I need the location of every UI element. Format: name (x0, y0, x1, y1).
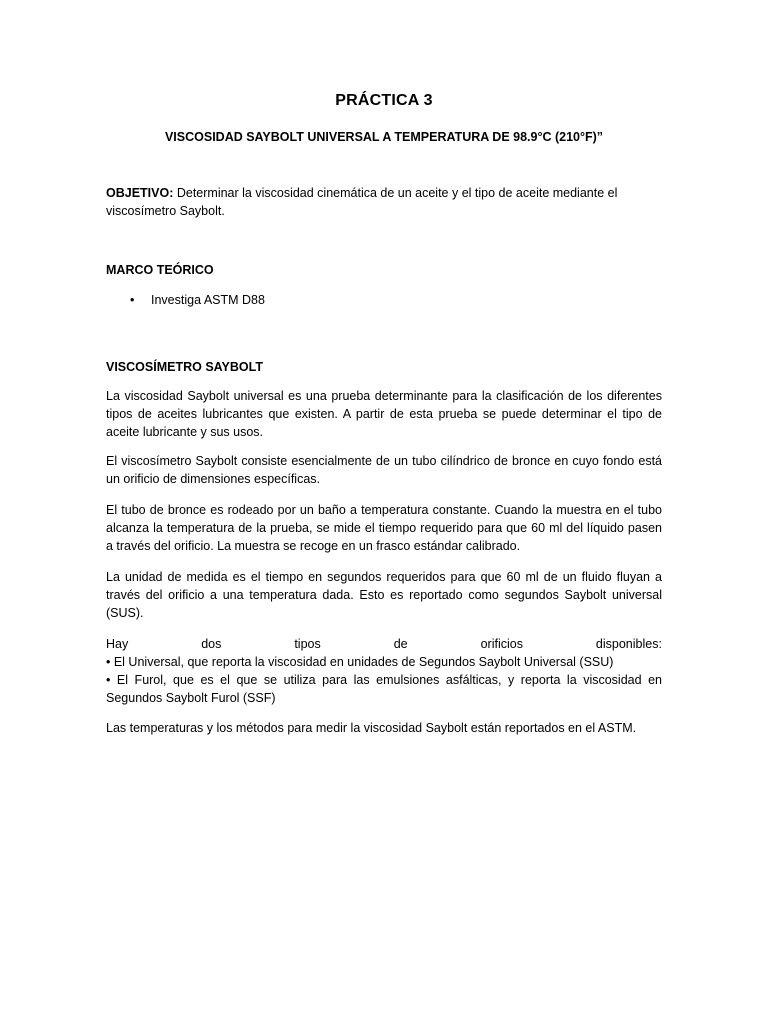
objective-label: OBJETIVO: (106, 186, 174, 200)
closing-paragraph: Las temperaturas y los métodos para medir la viscosidad Saybolt están reportados en el ASTM. (106, 721, 637, 735)
objective-text: Determinar la viscosidad cinemática de un aceite y el tipo de aceite mediante el viscosímetro Saybolt. (106, 186, 618, 218)
paragraph: La unidad de medida es el tiempo en segundos requeridos para que 60 ml de un fluido fluyan a través del orificio a una temperatura dada. Esto es reportado como segundos Saybolt universal (SUS). (106, 570, 662, 620)
viscosimetro-heading: VISCOSÍMETRO SAYBOLT (106, 360, 263, 374)
page-subtitle: VISCOSIDAD SAYBOLT UNIVERSAL A TEMPERATURA DE 98.9°C (210°F)” (164, 130, 604, 144)
marco-teorico-heading: MARCO TEÓRICO (106, 263, 214, 277)
orifice-furol: • El Furol, que es el que se utiliza para las emulsiones asfálticas, y reporta la viscosidad en Segundos Saybolt Furol (SSF) (106, 673, 662, 705)
orifices-paragraph (106, 635, 662, 707)
paragraph: El viscosímetro Saybolt consiste esencialmente de un tubo cilíndrico de bronce en cuyo fondo está un orificio de dimensiones específicas. (106, 454, 662, 486)
intro-word: tipos (294, 637, 321, 651)
list-item (106, 291, 662, 309)
intro-word: dos (201, 637, 222, 651)
bullet-icon: • (130, 293, 135, 307)
marco-teorico-list (106, 291, 662, 309)
paragraph: El tubo de bronce es rodeado por un baño a temperatura constante. Cuando la muestra en el tubo alcanza la temperatura de la prueba, se mide el tiempo requerido para que 60 ml del líquido pasen a través del orificio. La muestra se recoge en un frasco estándar calibrado. (106, 503, 662, 553)
paragraph: La viscosidad Saybolt universal es una prueba determinante para la clasificación de los diferentes tipos de aceites lubricantes que existen. A partir de esta prueba se puede determinar el tipo de aceite lubricante y sus usos. (106, 389, 662, 439)
intro-word: disponibles: (595, 637, 662, 651)
objective-paragraph (106, 184, 662, 220)
intro-word: Hay (106, 637, 129, 651)
list-item-text: Investiga ASTM D88 (151, 293, 265, 307)
page-title: PRÁCTICA 3 (335, 92, 433, 109)
orifice-universal: • El Universal, que reporta la viscosidad en unidades de Segundos Saybolt Universal (SSU) (106, 655, 614, 669)
intro-word: de (393, 637, 408, 651)
intro-word: orificios (480, 637, 523, 651)
orifices-intro (106, 635, 662, 653)
